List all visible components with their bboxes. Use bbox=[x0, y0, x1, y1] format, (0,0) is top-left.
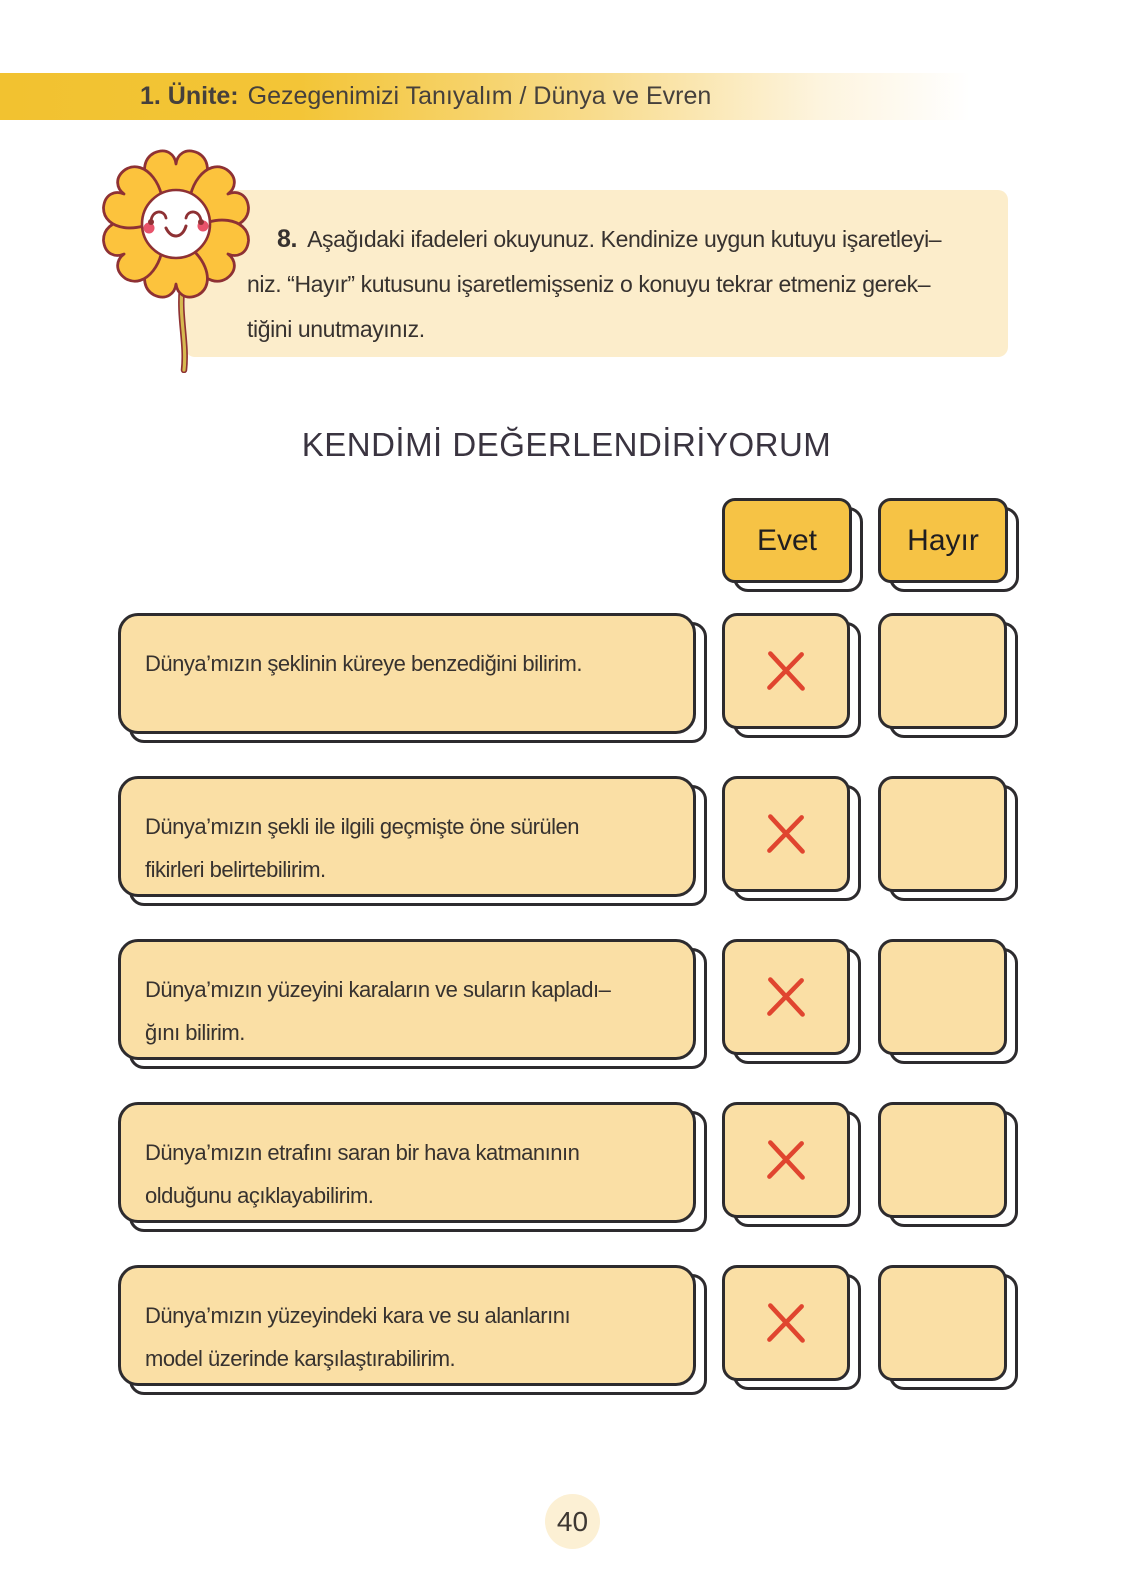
statement-card bbox=[118, 1102, 696, 1223]
statement-card bbox=[118, 1265, 696, 1386]
evet-checkbox[interactable] bbox=[722, 613, 850, 729]
instruction-line-text: Aşağıdaki ifadeleri okuyunuz. Kendinize uygun kutuyu işaretleyi– bbox=[307, 226, 942, 252]
x-mark-icon bbox=[762, 811, 810, 857]
x-mark-icon bbox=[762, 974, 810, 1020]
hayir-checkbox[interactable] bbox=[878, 613, 1007, 729]
self-evaluation-title: KENDİMİ DEĞERLENDİRİYORUM bbox=[301, 426, 832, 463]
statement-row bbox=[0, 939, 1133, 1102]
evet-checkbox[interactable] bbox=[722, 1102, 850, 1218]
hayir-checkbox[interactable] bbox=[878, 1102, 1007, 1218]
statement-text: Dünya’mızın yüzeyini karaların ve suların kapladı– ğını bilirim. bbox=[118, 939, 696, 1060]
instruction-line bbox=[247, 217, 998, 262]
statement-card bbox=[118, 776, 696, 897]
statement-text: Dünya’mızın yüzeyindeki kara ve su alanlarını model üzerinde karşılaştırabilirim. bbox=[118, 1265, 696, 1386]
evet-checkbox[interactable] bbox=[722, 939, 850, 1055]
statement-text: Dünya’mızın şeklinin küreye benzediğini bilirim. bbox=[118, 613, 696, 734]
x-mark-icon bbox=[762, 1300, 810, 1346]
instruction-line: tiğini unutmayınız. bbox=[247, 316, 425, 342]
statement-row bbox=[0, 1102, 1133, 1265]
statement-row bbox=[0, 613, 1133, 776]
unit-label: 1. Ünite: bbox=[140, 82, 239, 110]
statement-rows bbox=[0, 613, 1133, 1428]
evet-header-label: Evet bbox=[722, 498, 852, 583]
hayir-column-header bbox=[878, 498, 1008, 583]
evet-checkbox[interactable] bbox=[722, 776, 850, 892]
hayir-header-label: Hayır bbox=[878, 498, 1008, 583]
statement-row bbox=[0, 1265, 1133, 1428]
statement-text: Dünya’mızın etrafını saran bir hava katmanının olduğunu açıklayabilirim. bbox=[118, 1102, 696, 1223]
instruction-line: niz. “Hayır” kutusunu işaretlemişseniz o konuyu tekrar etmeniz gerek– bbox=[247, 271, 931, 297]
evet-column-header bbox=[722, 498, 852, 583]
hayir-checkbox[interactable] bbox=[878, 1265, 1007, 1381]
hayir-checkbox[interactable] bbox=[878, 776, 1007, 892]
statement-card bbox=[118, 939, 696, 1060]
x-mark-icon bbox=[762, 1137, 810, 1183]
unit-title: Gezegenimizi Tanıyalım / Dünya ve Evren bbox=[247, 82, 712, 110]
x-mark-icon bbox=[762, 648, 810, 694]
hayir-checkbox[interactable] bbox=[878, 939, 1007, 1055]
instruction-box bbox=[185, 190, 1008, 357]
flower-mascot-icon bbox=[100, 148, 260, 373]
evet-checkbox[interactable] bbox=[722, 1265, 850, 1381]
instruction-number: 8. bbox=[277, 225, 298, 253]
statement-row bbox=[0, 776, 1133, 939]
page-number-badge: 40 bbox=[545, 1494, 600, 1549]
statement-card bbox=[118, 613, 696, 734]
statement-text: Dünya’mızın şekli ile ilgili geçmişte öne sürülen fikirleri belirtebilirim. bbox=[118, 776, 696, 897]
unit-banner bbox=[0, 73, 1000, 120]
